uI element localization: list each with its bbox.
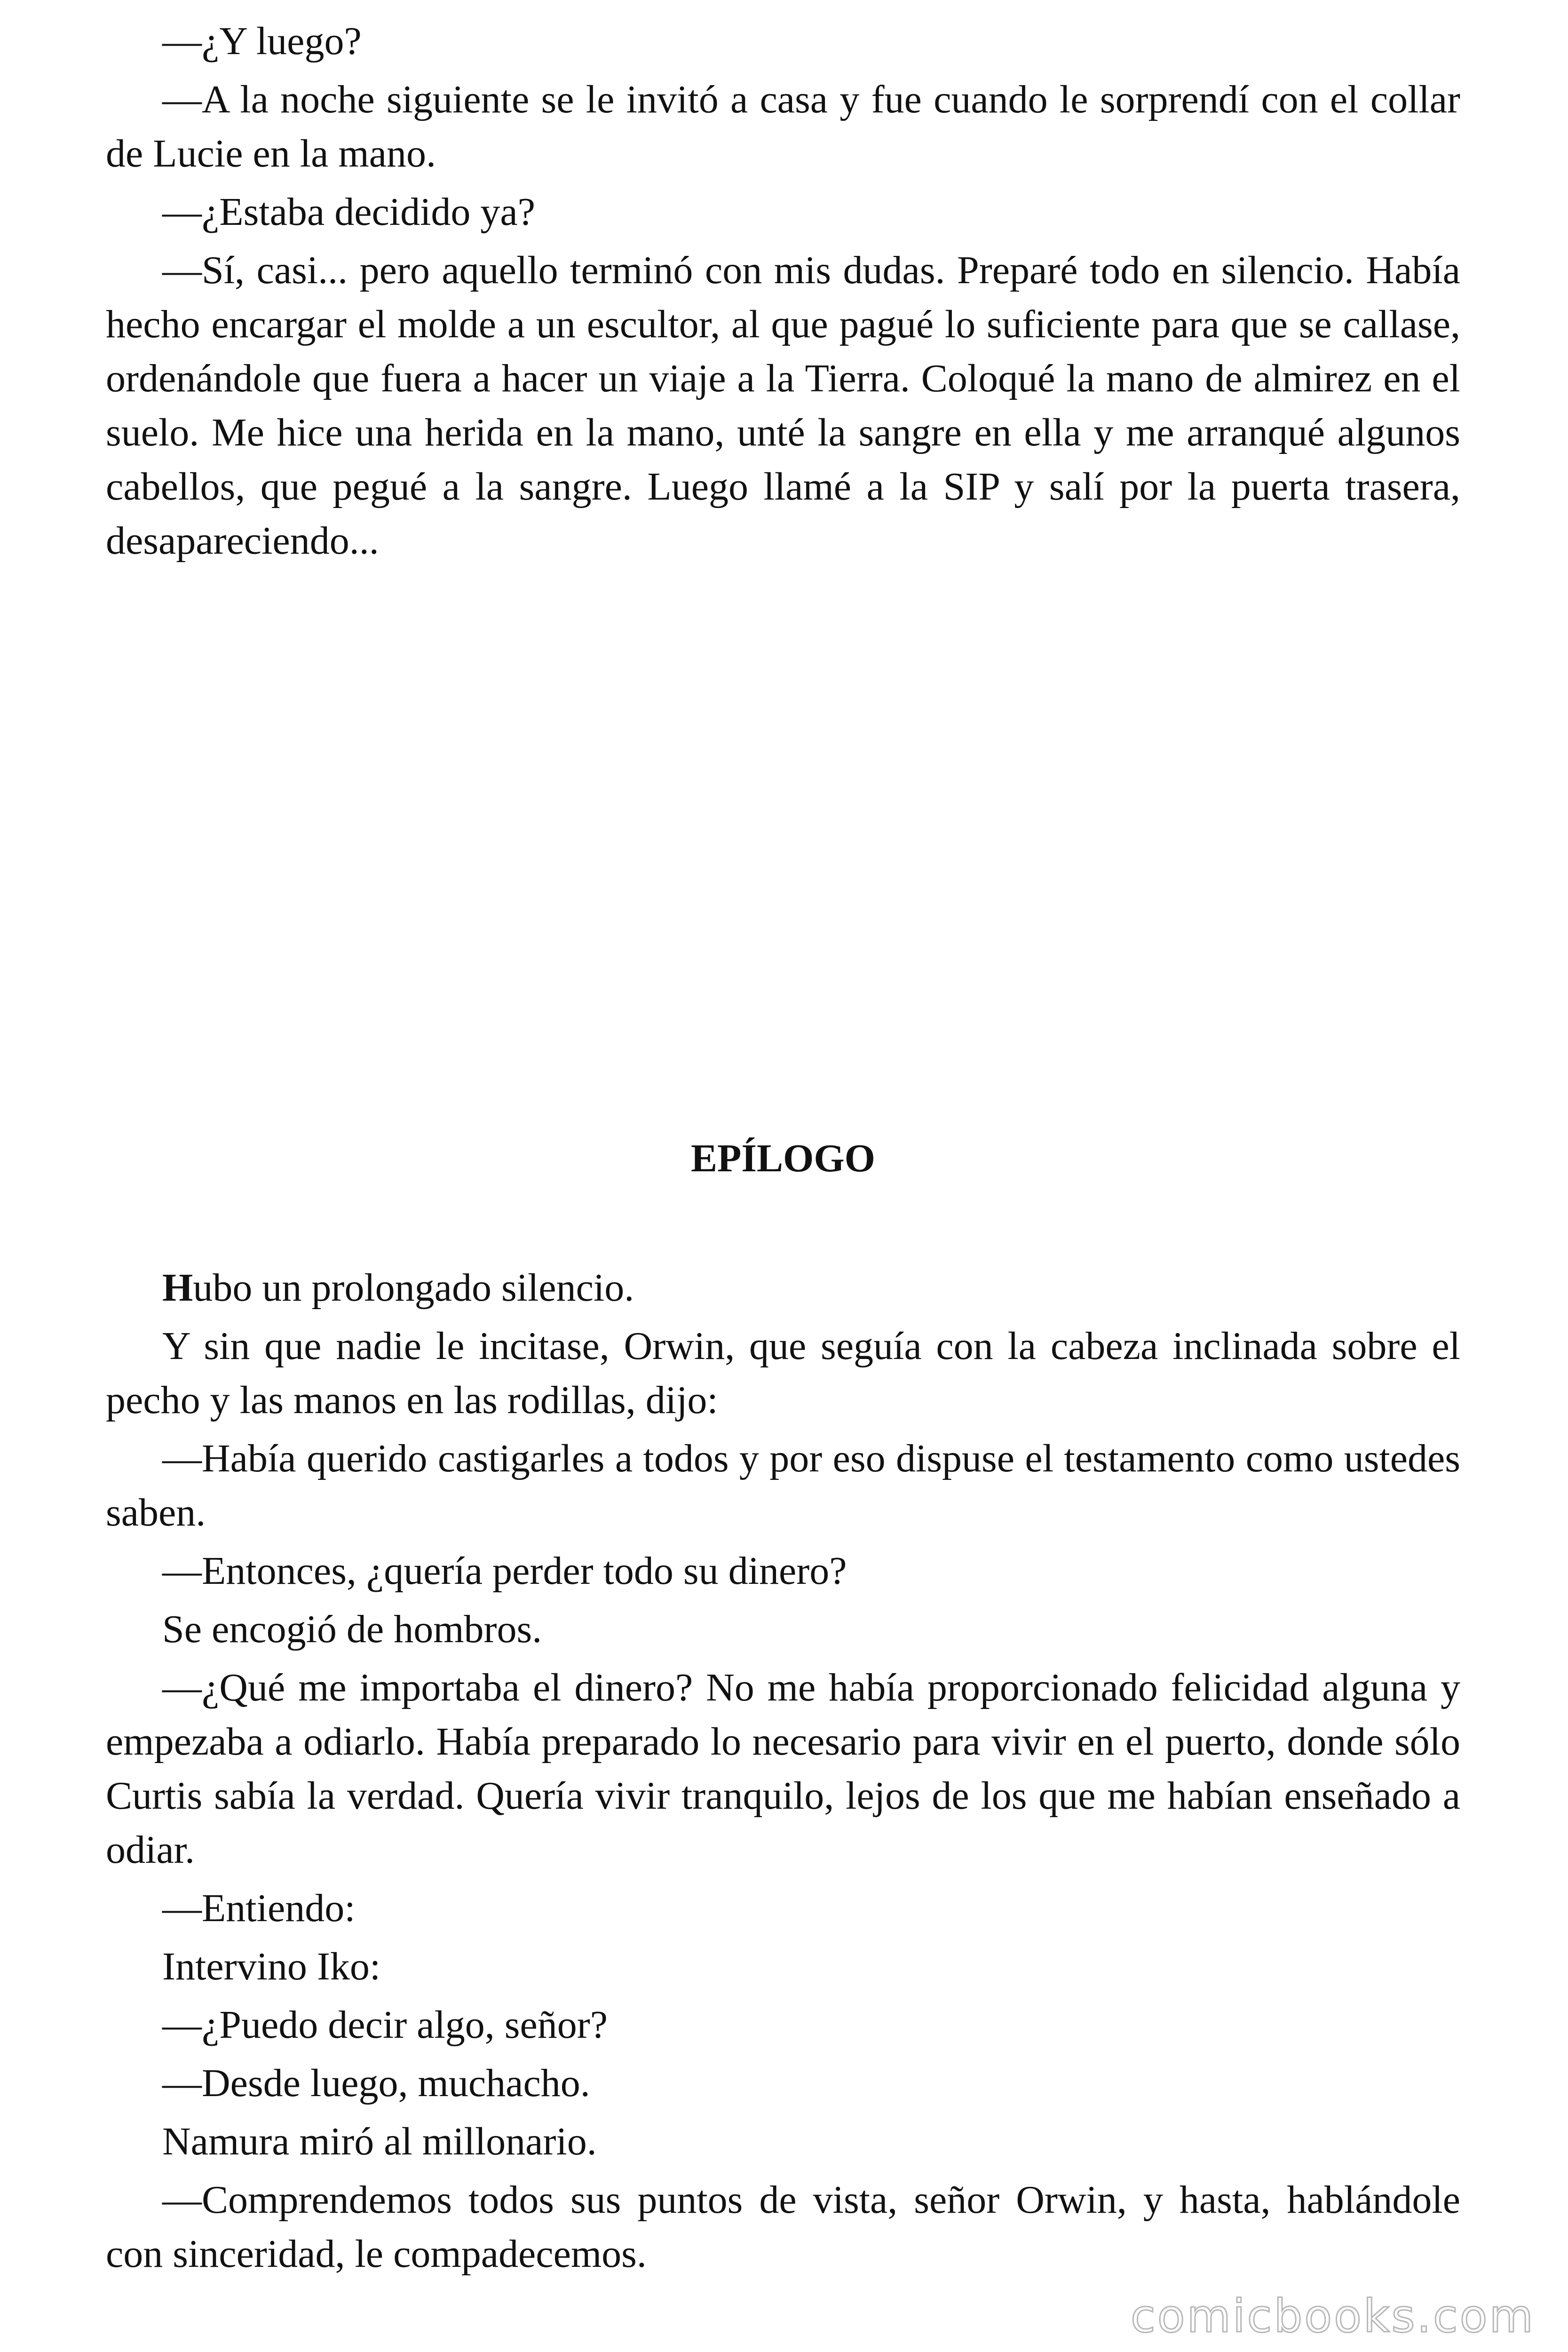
paragraph: Se encogió de hombros. — [162, 1607, 542, 1651]
paragraph: —Entiendo: — [162, 1886, 356, 1930]
paragraph: Y sin que nadie le incitase, Orwin, que seguía con la cabeza inclinada sobre el pecho y las manos en las rodillas, dijo: — [106, 1324, 1460, 1422]
paragraph: Namura miró al millonario. — [162, 2120, 597, 2163]
paragraph: Intervino Iko: — [162, 1945, 381, 1988]
paragraph: —¿Estaba decidido ya? — [162, 190, 535, 234]
paragraph: —¿Qué me importaba el dinero? No me había proporcionado felicidad alguna y empezaba a odiarlo. Había preparado lo necesario para vivir en el puerto, donde sólo Curtis sabía la verdad. Quería vivir tranquilo, lejos de los que me habían enseñado a odiar. — [106, 1666, 1460, 1872]
watermark-logo: comicbooks.com — [1130, 2290, 1535, 2343]
first-paragraph-text: ubo un prolongado silencio. — [193, 1266, 634, 1310]
paragraph: —Comprendemos todos sus puntos de vista, señor Orwin, y hasta, hablándole con sinceridad, le compadecemos. — [106, 2178, 1460, 2276]
paragraph: —Sí, casi... pero aquello terminó con mis dudas. Preparé todo en silencio. Había hecho encargar el molde a un escultor, al que pagué lo suficiente para que se callase, ordenándole que fuera a hacer un viaje a la Tierra. Coloqué la mano de almirez en el suelo. Me hice una herida en la mano, unté la sangre en ella y me arranqué algunos cabellos, que pegué a la sangre. Luego llamé a la SIP y salí por la puerta trasera, desapareciendo... — [106, 248, 1460, 563]
paragraph: —¿Puedo decir algo, señor? — [162, 2003, 608, 2047]
dropcap-letter: H — [162, 1266, 193, 1310]
chapter-title: EPÍLOGO — [690, 1136, 876, 1180]
paragraph: —Había querido castigarles a todos y por eso dispuse el testamento como ustedes saben. — [106, 1437, 1460, 1534]
first-paragraph — [106, 1261, 1460, 1315]
paragraph: —Entonces, ¿quería perder todo su dinero? — [162, 1549, 847, 1593]
paragraph: —Desde luego, muchacho. — [162, 2061, 590, 2105]
text-block-bottom — [106, 1261, 1460, 2285]
text-block-top — [106, 14, 1460, 572]
paragraph: —¿Y luego? — [162, 19, 362, 63]
paragraph: —A la noche siguiente se le invitó a casa y fue cuando le sorprendí con el collar de Lucie en la mano. — [106, 78, 1460, 175]
